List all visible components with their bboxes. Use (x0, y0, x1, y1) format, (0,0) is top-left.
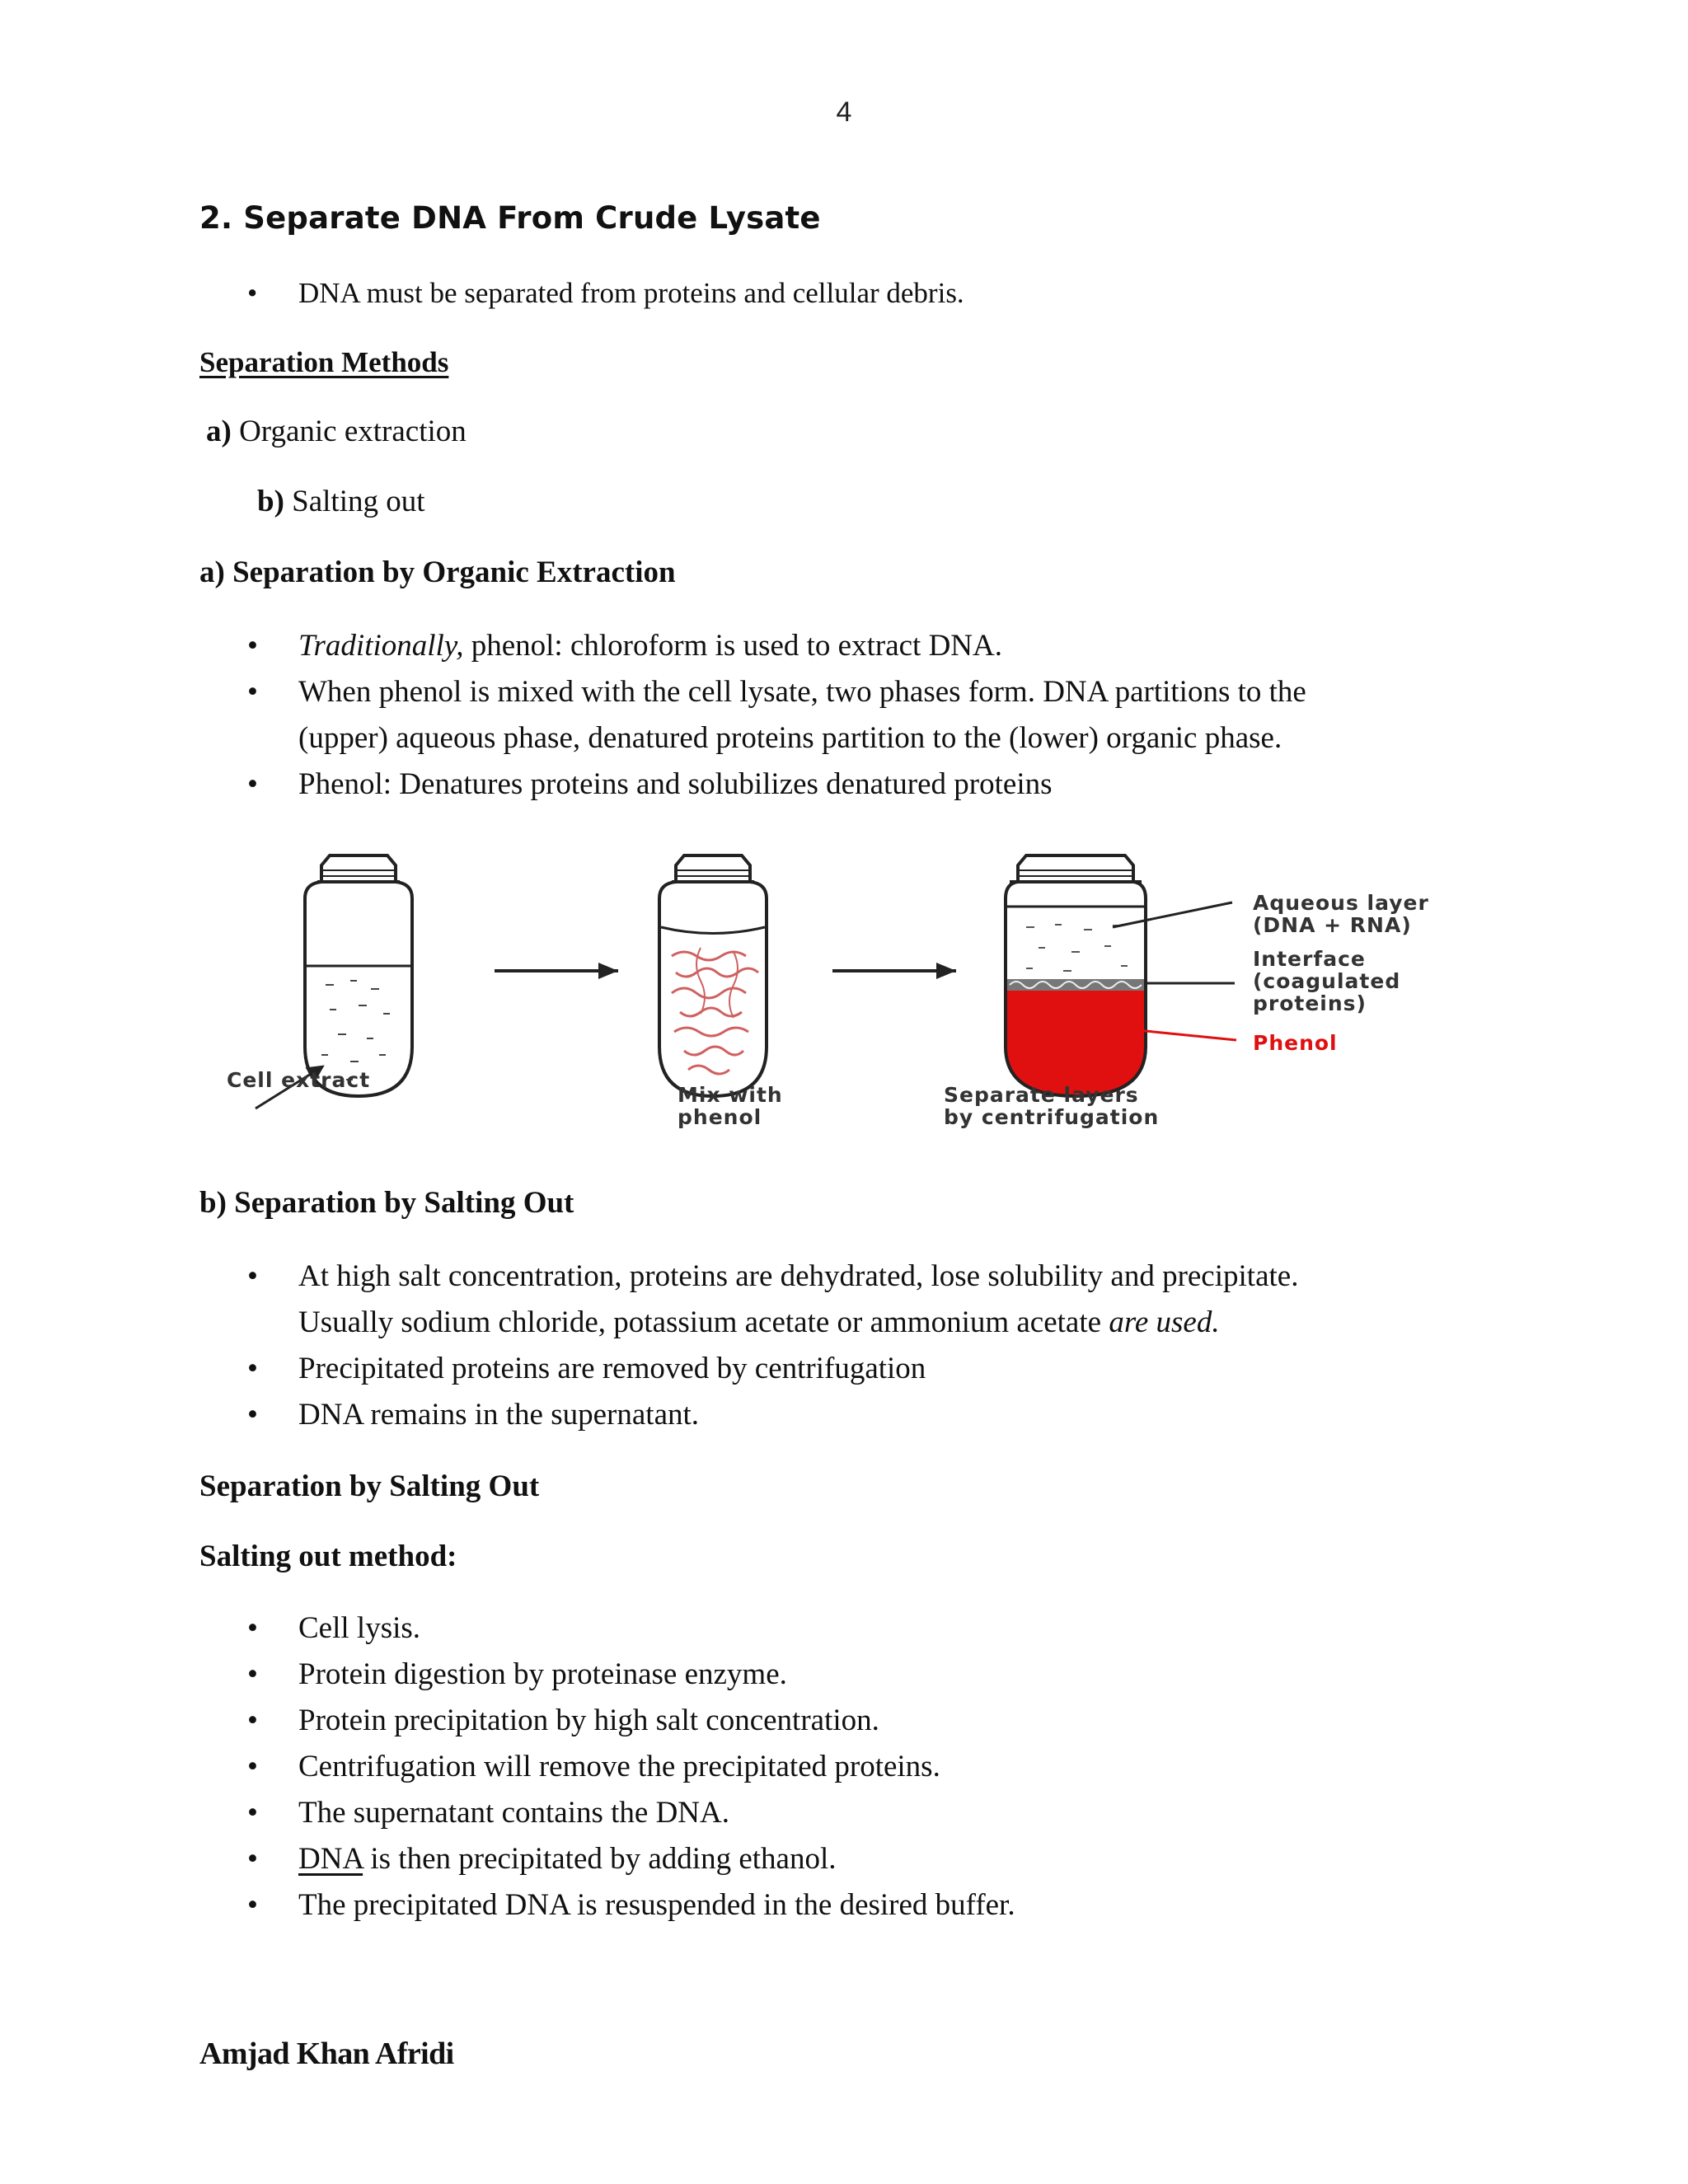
label-aqueous-layer: Aqueous layer (DNA + RNA) (1253, 891, 1429, 937)
salting-heading: b) Separation by Salting Out (199, 1186, 574, 1220)
bullet-icon: • (247, 1704, 258, 1737)
bullet-icon: • (247, 1888, 258, 1922)
list-item: • Protein digestion by proteinase enzyme. (199, 1652, 1485, 1698)
tube-mix-with-phenol (659, 855, 767, 1096)
list-item: • DNA is then precipitated by adding ethanol. (199, 1836, 1485, 1882)
bullet-icon: • (247, 277, 258, 309)
bullet-icon: • (247, 1352, 258, 1385)
intro-bullet-list (199, 270, 1485, 316)
list-item: • Traditionally, phenol: chloroform is used to extract DNA. (199, 623, 1485, 669)
label-cell-extract: Cell extract (227, 1068, 371, 1092)
salting-heading-2: Separation by Salting Out (199, 1469, 540, 1503)
list-item: • Centrifugation will remove the precipitated proteins. (199, 1744, 1485, 1790)
salting-steps-list (199, 1605, 1485, 1929)
arrow-icon (832, 963, 956, 979)
interface-band (1007, 979, 1144, 991)
organic-extraction-figure (206, 849, 1508, 1146)
bullet-icon: • (247, 1842, 258, 1876)
list-item: • Precipitated proteins are removed by centrifugation (199, 1346, 1485, 1392)
method-b: b) Salting out (257, 485, 425, 518)
tube-separated-layers (1006, 855, 1146, 1103)
dna-link[interactable]: DNA (298, 1842, 363, 1876)
section-title: 2. Separate DNA From Crude Lysate (199, 200, 821, 236)
methods-heading: Separation Methods (199, 346, 449, 378)
bullet-icon: • (247, 767, 258, 801)
label-separate-layers: Separate layers by centrifugation (944, 1083, 1160, 1129)
footer-author: Amjad Khan Afridi (199, 2036, 454, 2071)
bullet-icon: • (247, 1750, 258, 1783)
bullet-icon: • (247, 1657, 258, 1691)
list-item: • DNA must be separated from proteins and cellular debris. (199, 270, 1485, 316)
list-item: • DNA remains in the supernatant. (199, 1392, 1485, 1438)
list-item: • Protein precipitation by high salt concentration. (199, 1698, 1485, 1744)
bullet-icon: • (247, 1398, 258, 1432)
bullet-icon: • (247, 629, 258, 663)
method-a: a) Organic extraction (206, 415, 467, 448)
label-phenol: Phenol (1253, 1031, 1338, 1055)
list-item: • When phenol is mixed with the cell lysate, two phases form. DNA partitions to the (upper) aqueous phase, denatured proteins partition to the (lower) organic phase. (199, 669, 1485, 762)
organic-bullet-list (199, 623, 1485, 808)
label-interface: Interface (coagulated proteins) (1253, 947, 1401, 1015)
list-item: • The supernatant contains the DNA. (199, 1790, 1485, 1836)
arrow-icon (495, 963, 618, 979)
label-mix-with-phenol: Mix with phenol (678, 1083, 783, 1129)
bullet-icon: • (247, 675, 258, 709)
bullet-icon: • (247, 1796, 258, 1830)
list-item: • Cell lysis. (199, 1605, 1485, 1652)
bullet-icon: • (247, 1259, 258, 1293)
list-item: • The precipitated DNA is resuspended in the desired buffer. (199, 1882, 1485, 1929)
salting-method-heading: Salting out method: (199, 1540, 457, 1573)
salting-bullet-list (199, 1254, 1485, 1438)
page-number: 4 (836, 96, 852, 128)
organic-heading: a) Separation by Organic Extraction (199, 555, 676, 589)
bullet-icon: • (247, 1611, 258, 1645)
list-item: • Phenol: Denatures proteins and solubilizes denatured proteins (199, 762, 1485, 808)
list-item: • At high salt concentration, proteins are dehydrated, lose solubility and precipitate. Usually sodium chloride, potassium acetate or ammonium acetate are used. (199, 1254, 1485, 1346)
